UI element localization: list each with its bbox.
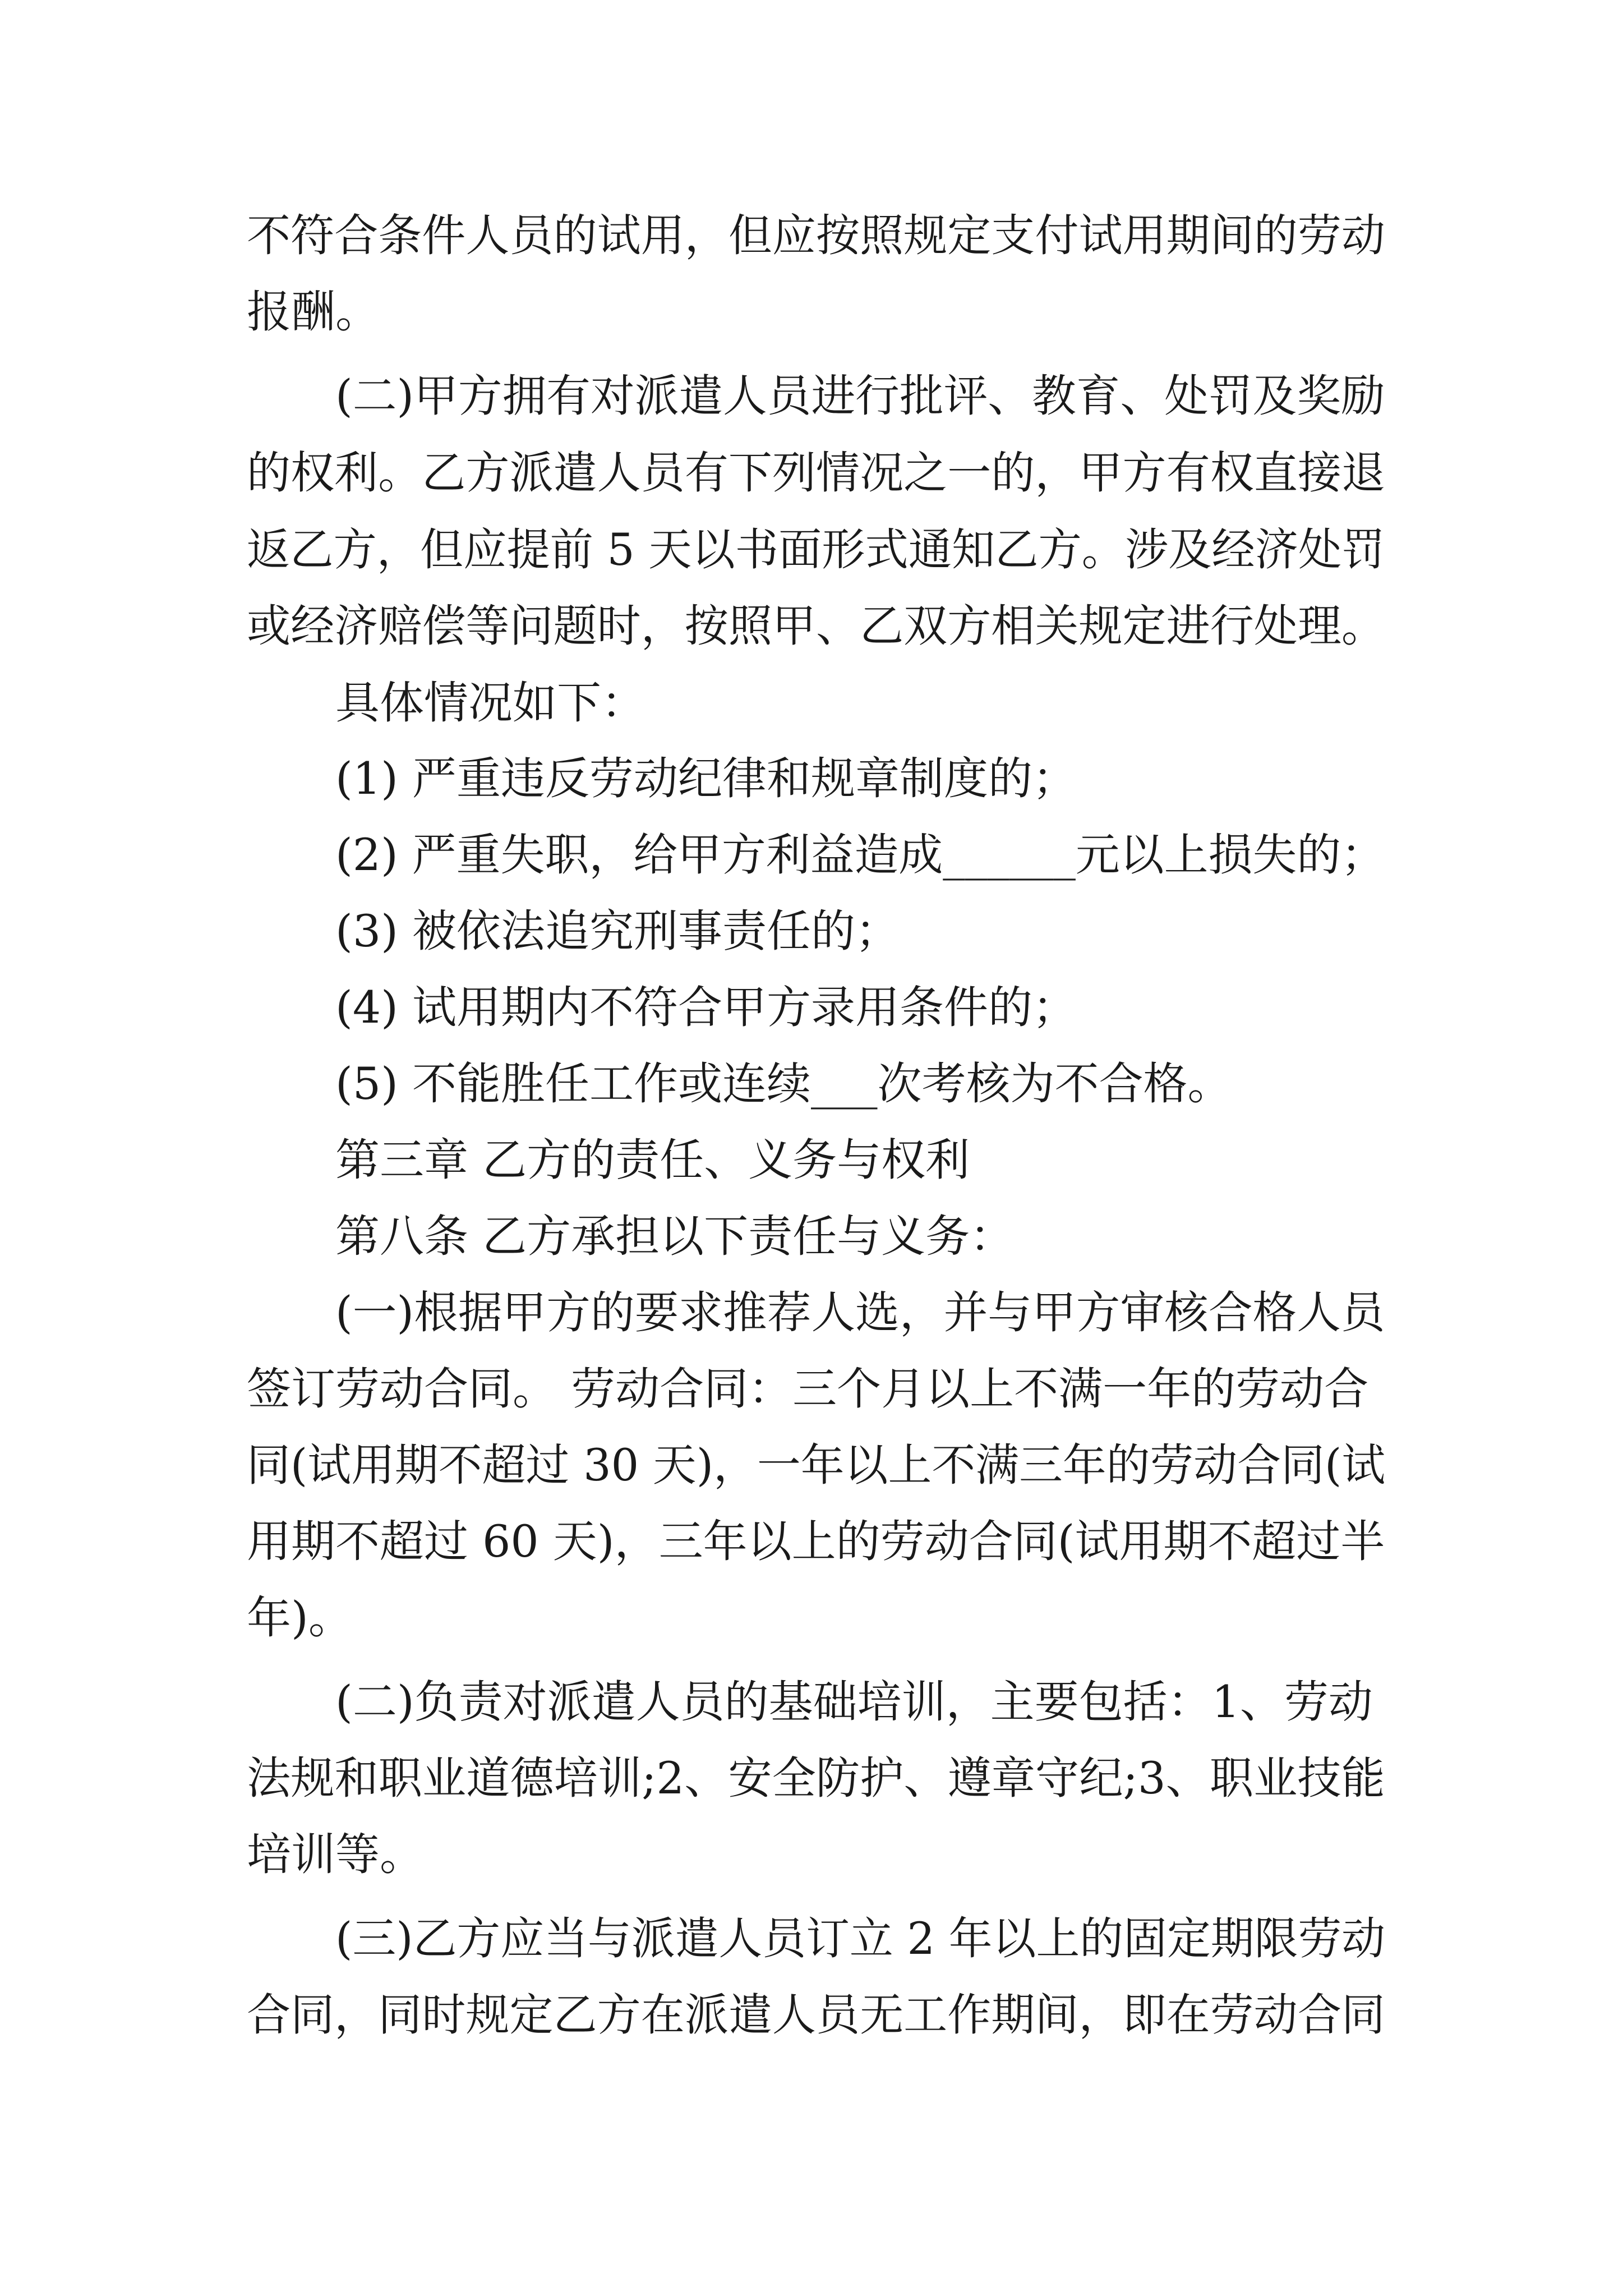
text-line: (2) 严重失职，给甲方利益造成______元以上损失的； xyxy=(335,829,1386,881)
text-line: 具体情况如下： xyxy=(335,677,645,729)
text-line: 返乙方，但应提前 5 天以书面形式通知乙方。涉及经济处罚 xyxy=(247,524,1385,576)
text-line: (5) 不能胜任工作或连续___次考核为不合格。 xyxy=(335,1058,1232,1110)
text-line: (4) 试用期内不符合甲方录用条件的； xyxy=(335,982,1077,1033)
article-heading: 第八条 乙方承担以下责任与义务： xyxy=(335,1211,1015,1262)
chapter-heading: 第三章 乙方的责任、义务与权利 xyxy=(335,1134,970,1186)
text-line: 报酬。 xyxy=(247,286,380,338)
text-line: 用期不超过 60 天)，三年以上的劳动合同(试用期不超过半 xyxy=(247,1516,1385,1567)
text-line: (一)根据甲方的要求推荐人选，并与甲方审核合格人员 xyxy=(335,1287,1385,1338)
text-line: 同(试用期不超过 30 天)，一年以上不满三年的劳动合同(试 xyxy=(247,1439,1386,1491)
text-line: 不符合条件人员的试用，但应按照规定支付试用期间的劳动 xyxy=(247,210,1385,261)
text-line: (二)甲方拥有对派遣人员进行批评、教育、处罚及奖励 xyxy=(335,370,1385,422)
text-line: 法规和职业道德培训;2、安全防护、遵章守纪;3、职业技能 xyxy=(247,1752,1385,1804)
text-line: 签订劳动合同。 劳动合同：三个月以上不满一年的劳动合 xyxy=(247,1363,1369,1415)
text-line: 的权利。乙方派遣人员有下列情况之一的，甲方有权直接退 xyxy=(247,447,1385,499)
text-line: (3) 被依法追究刑事责任的； xyxy=(335,905,900,957)
text-line: 或经济赔偿等问题时，按照甲、乙双方相关规定进行处理。 xyxy=(247,600,1385,652)
text-line: (三)乙方应当与派遣人员订立 2 年以上的固定期限劳动 xyxy=(335,1913,1386,1964)
text-line: (1) 严重违反劳动纪律和规章制度的； xyxy=(335,753,1077,804)
text-line: 合同，同时规定乙方在派遣人员无工作期间，即在劳动合同 xyxy=(247,1989,1385,2041)
text-line: 年)。 xyxy=(247,1592,353,1644)
text-line: 培训等。 xyxy=(247,1829,424,1880)
text-line: (二)负责对派遣人员的基础培训，主要包括：1、劳动 xyxy=(335,1676,1373,1728)
